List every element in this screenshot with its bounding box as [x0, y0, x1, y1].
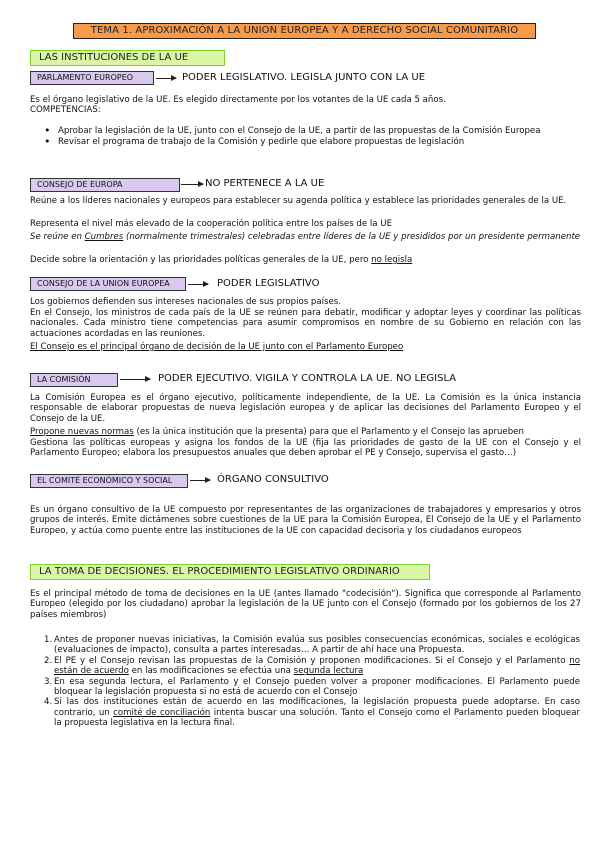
- procedimiento-steps: [44, 635, 580, 729]
- comision-text-1: La Comisión Europea es el órgano ejecutivo, políticamente independiente, de la UE. La Comisión es la única instancia responsable de elaborar propuestas de nueva legislación europea y de aplicar las decisiones del Parlamento Europeo y el Consejo de la UE.: [30, 393, 581, 424]
- consejo-ue-heading: PODER LEGISLATIVO: [217, 278, 320, 289]
- comision-text-3: Gestiona las políticas europeas y asigna los fondos de la UE (fija las prioridades de gasto de la UE con el Consejo y el Parlamento Europeo; elabora los presupuestos anuales que deben aprobar el PE y Consejo, supervisa el gasto…): [30, 438, 581, 459]
- parlamento-text-1: Es el órgano legislativo de la UE. Es elegido directamente por los votantes de la UE cada 5 años.: [30, 95, 446, 105]
- list-item: 4. Si las dos instituciones están de acuerdo en las modificaciones, la legislación propuesta puede adoptarse. En caso contrario, un comité de conciliación intenta buscar una solución. Tanto el Consejo como el Parlamento pueden bloquear la propuesta legislativa en la lectura final.: [44, 697, 580, 729]
- list-item: • Revisar el programa de trabajo de la Comisión y pedirle que elabore propuestas de legislación: [42, 137, 582, 147]
- consejo-europa-text-2: Representa el nivel más elevado de la cooperación política entre los países de la UE: [30, 219, 393, 229]
- procedimiento-intro: Es el principal método de toma de decisiones en la UE (antes llamado "codecisión"). Significa que corresponde al Parlamento Europeo (elegido por los ciudadano) aprobar la legislación de la UE junto con el Consejo (formado por los gobiernos de los 27 países miembros): [30, 589, 581, 620]
- list-item: 1. Antes de proponer nuevas iniciativas, la Comisión evalúa sus posibles consecuencias económicas, sociales e ecológicas (evaluaciones de impacto), consulta a partes interesadas… A partir de ahí hace una Propuesta.: [44, 635, 580, 656]
- arrow-icon: [156, 78, 176, 79]
- section-heading-instituciones: LAS INSTITUCIONES DE LA UE: [30, 50, 225, 66]
- comite-heading: ÓRGANO CONSULTIVO: [217, 474, 329, 485]
- comision-heading: PODER EJECUTIVO. VIGILA Y CONTROLA LA UE. NO LEGISLA: [158, 373, 457, 384]
- parlamento-text-2: COMPETENCIAS:: [30, 105, 101, 115]
- consejo-europa-text-4: Decide sobre la orientación y las prioridades políticas generales de la UE, pero no legisla: [30, 255, 413, 265]
- arrow-icon: [188, 284, 208, 285]
- parlamento-heading: PODER LEGISLATIVO. LEGISLA JUNTO CON LA UE: [182, 72, 426, 83]
- tag-consejo-ue: CONSEJO DE LA UNION EUROPEA: [30, 277, 186, 291]
- consejo-europa-text-3: Se reúne en Cumbres (normalmente trimestrales) celebradas entre líderes de la UE y presididos por un presidente permanente: [30, 232, 581, 242]
- arrow-icon: [120, 379, 150, 380]
- list-item: 3. En esa segunda lectura, el Parlamento y el Consejo pueden volver a proponer modificaciones. El Parlamento puede bloquear la legislación propuesta si no está de acuerdo con el Consejo: [44, 676, 580, 698]
- consejo-ue-text-2: En el Consejo, los ministros de cada país de la UE se reúnen para debatir, modificar y adoptar leyes y coordinar las políticas nacionales. Cada ministro tiene competencias para asumir compromisos en nombre de su Gobierno en relación con las actuaciones acordadas en las reuniones.: [30, 308, 581, 339]
- page-title: TEMA 1. APROXIMACIÓN A LA UNION EUROPEA Y A DERECHO SOCIAL COMUNITARIO: [73, 23, 536, 39]
- parlamento-competencias-list: [42, 126, 582, 148]
- consejo-ue-text-1: Los gobiernos defienden sus intereses nacionales de sus propios países.: [30, 297, 342, 307]
- arrow-icon: [181, 184, 203, 185]
- comite-text-1: Es un órgano consultivo de la UE compuesto por representantes de las organizaciones de trabajadores y empresarios y otros grupos de interés. Emite dictámenes sobre cuestiones de la UE para la Comisión Europea, El Consejo de la UE y el Parlamento Europeo, y actúa como puente entre las instituciones de la UE con capacidad decisoria y los ciudadanos europeos: [30, 505, 581, 536]
- tag-comision: LA COMISIÓN: [30, 373, 118, 387]
- consejo-ue-text-3: El Consejo es el principal órgano de decisión de la UE junto con el Parlamento Europeo: [30, 342, 404, 352]
- consejo-europa-text-1: Reúne a los líderes nacionales y europeos para establecer su agenda política y establece las prioridades generales de la UE.: [30, 196, 567, 206]
- tag-consejo-europa: CONSEJO DE EUROPA: [30, 178, 180, 192]
- consejo-europa-heading: NO PERTENECE A LA UE: [205, 178, 325, 189]
- comision-text-2: Propone nuevas normas (es la única institución que la presenta) para que el Parlamento y el Consejo las aprueben: [30, 427, 524, 437]
- list-item: • Aprobar la legislación de la UE, junto con el Consejo de la UE, a partir de las propuestas de la Comisión Europea: [42, 126, 582, 136]
- section-heading-decisiones: LA TOMA DE DECISIONES. EL PROCEDIMIENTO LEGISLATIVO ORDINARIO: [30, 564, 430, 580]
- arrow-icon: [190, 480, 210, 481]
- tag-comite: EL COMITÉ ECONÓMICO Y SOCIAL: [30, 474, 188, 488]
- list-item: 2. El PE y el Consejo revisan las propuestas de la Comisión y proponen modificaciones. Si el Consejo y el Parlamento no están de acuerdo en las modificaciones se efectúa una segunda lectura: [44, 655, 580, 677]
- tag-parlamento: PARLAMENTO EUROPEO: [30, 71, 154, 85]
